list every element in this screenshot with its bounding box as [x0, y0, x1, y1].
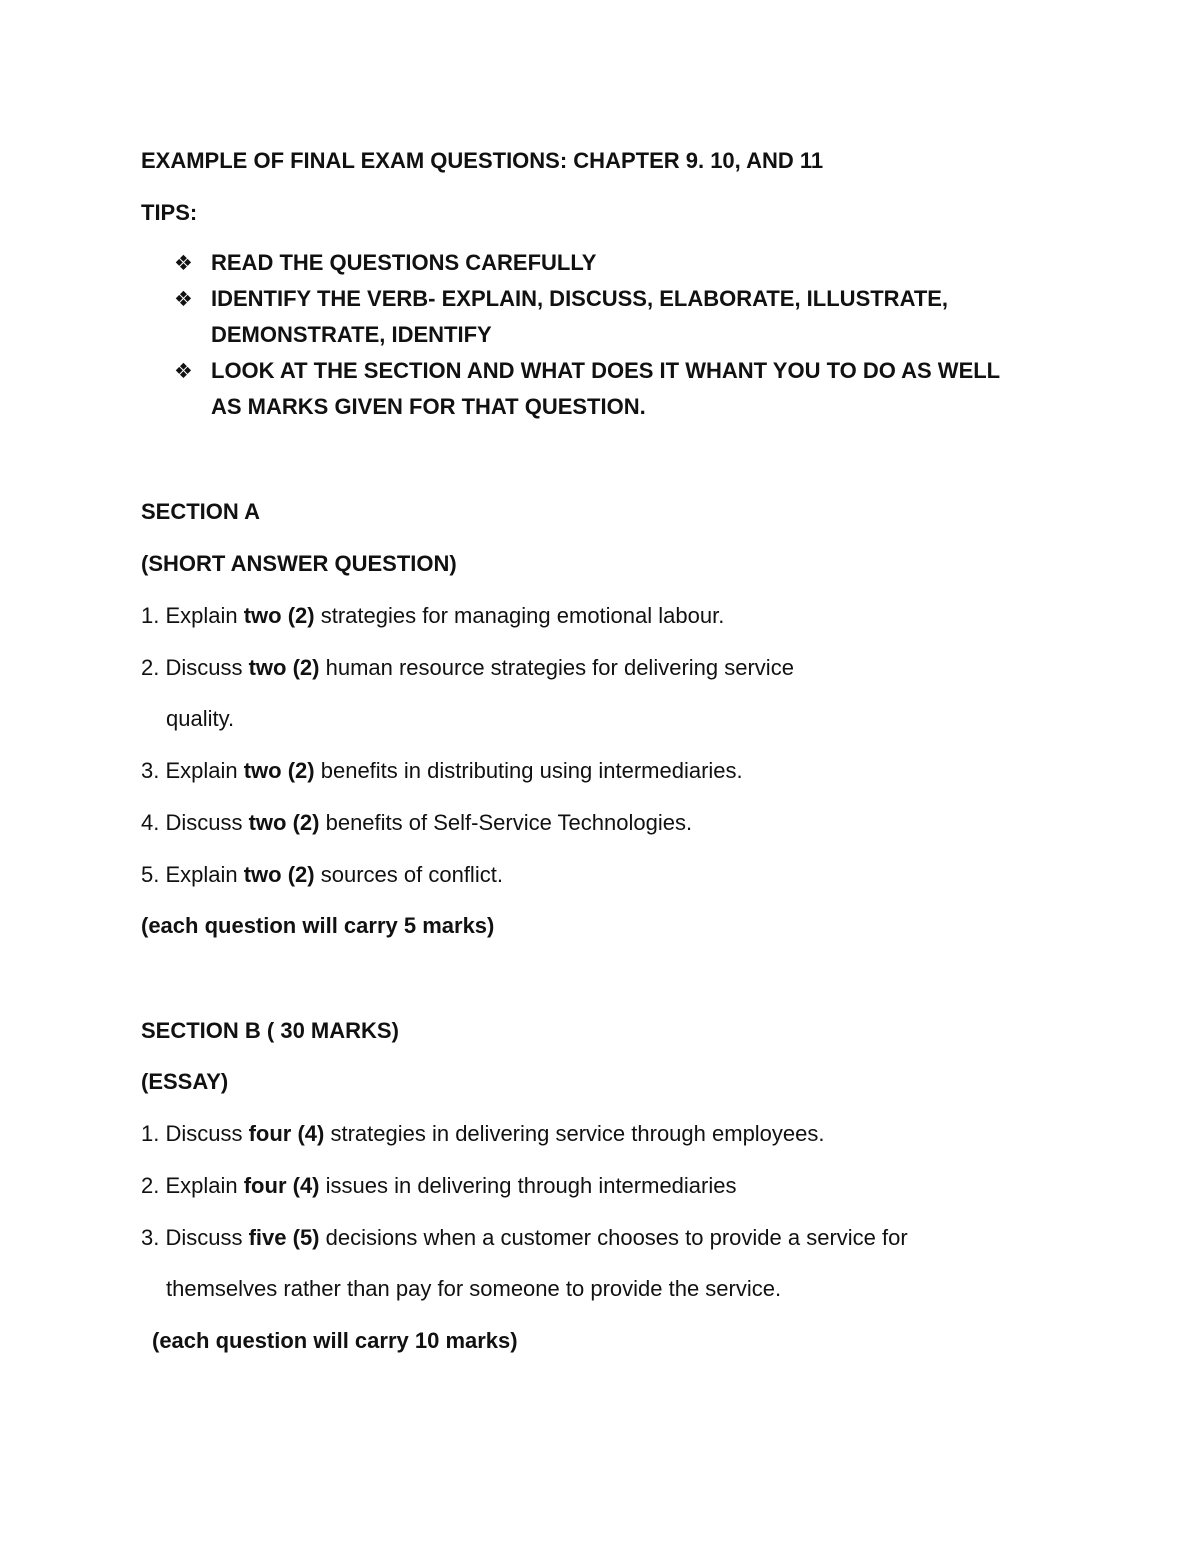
- section-a-subheading: (SHORT ANSWER QUESTION): [141, 551, 457, 576]
- question-item: 2. Explain four (4) issues in delivering through intermediaries: [141, 1173, 737, 1198]
- diamond-bullet-icon: ❖: [174, 288, 193, 311]
- tip-item: [174, 281, 948, 318]
- diamond-bullet-icon: ❖: [174, 252, 193, 275]
- question-continuation: themselves rather than pay for someone to provide the service.: [166, 1276, 782, 1301]
- section-a-marks-note: (each question will carry 5 marks): [141, 913, 495, 938]
- question-item: 1. Discuss four (4) strategies in delivering service through employees.: [141, 1121, 825, 1146]
- tip-item: [174, 353, 1000, 390]
- question-item: 4. Discuss two (2) benefits of Self-Service Technologies.: [141, 810, 693, 835]
- document-title: EXAMPLE OF FINAL EXAM QUESTIONS: CHAPTER 9. 10, AND 11: [141, 148, 824, 173]
- section-b-subheading: (ESSAY): [141, 1069, 229, 1094]
- tip-text-continuation: AS MARKS GIVEN FOR THAT QUESTION.: [211, 394, 646, 419]
- tip-text: LOOK AT THE SECTION AND WHAT DOES IT WHANT YOU TO DO AS WELL: [211, 358, 1001, 383]
- tips-heading: TIPS:: [141, 200, 198, 225]
- question-item: 5. Explain two (2) sources of conflict.: [141, 862, 503, 887]
- tip-text: IDENTIFY THE VERB- EXPLAIN, DISCUSS, ELABORATE, ILLUSTRATE,: [211, 286, 949, 311]
- question-item: 1. Explain two (2) strategies for managing emotional labour.: [141, 603, 725, 628]
- tip-text: READ THE QUESTIONS CAREFULLY: [211, 250, 597, 275]
- section-b-heading: SECTION B ( 30 MARKS): [141, 1018, 399, 1043]
- diamond-bullet-icon: ❖: [174, 360, 193, 383]
- tip-item: [174, 245, 596, 282]
- question-item: 2. Discuss two (2) human resource strategies for delivering service: [141, 655, 794, 680]
- section-a-heading: SECTION A: [141, 499, 260, 524]
- section-b-marks-note: (each question will carry 10 marks): [152, 1328, 518, 1353]
- tip-text-continuation: DEMONSTRATE, IDENTIFY: [211, 322, 492, 347]
- question-item: 3. Explain two (2) benefits in distributing using intermediaries.: [141, 758, 743, 783]
- question-item: 3. Discuss five (5) decisions when a customer chooses to provide a service for: [141, 1225, 908, 1250]
- question-continuation: quality.: [166, 706, 235, 731]
